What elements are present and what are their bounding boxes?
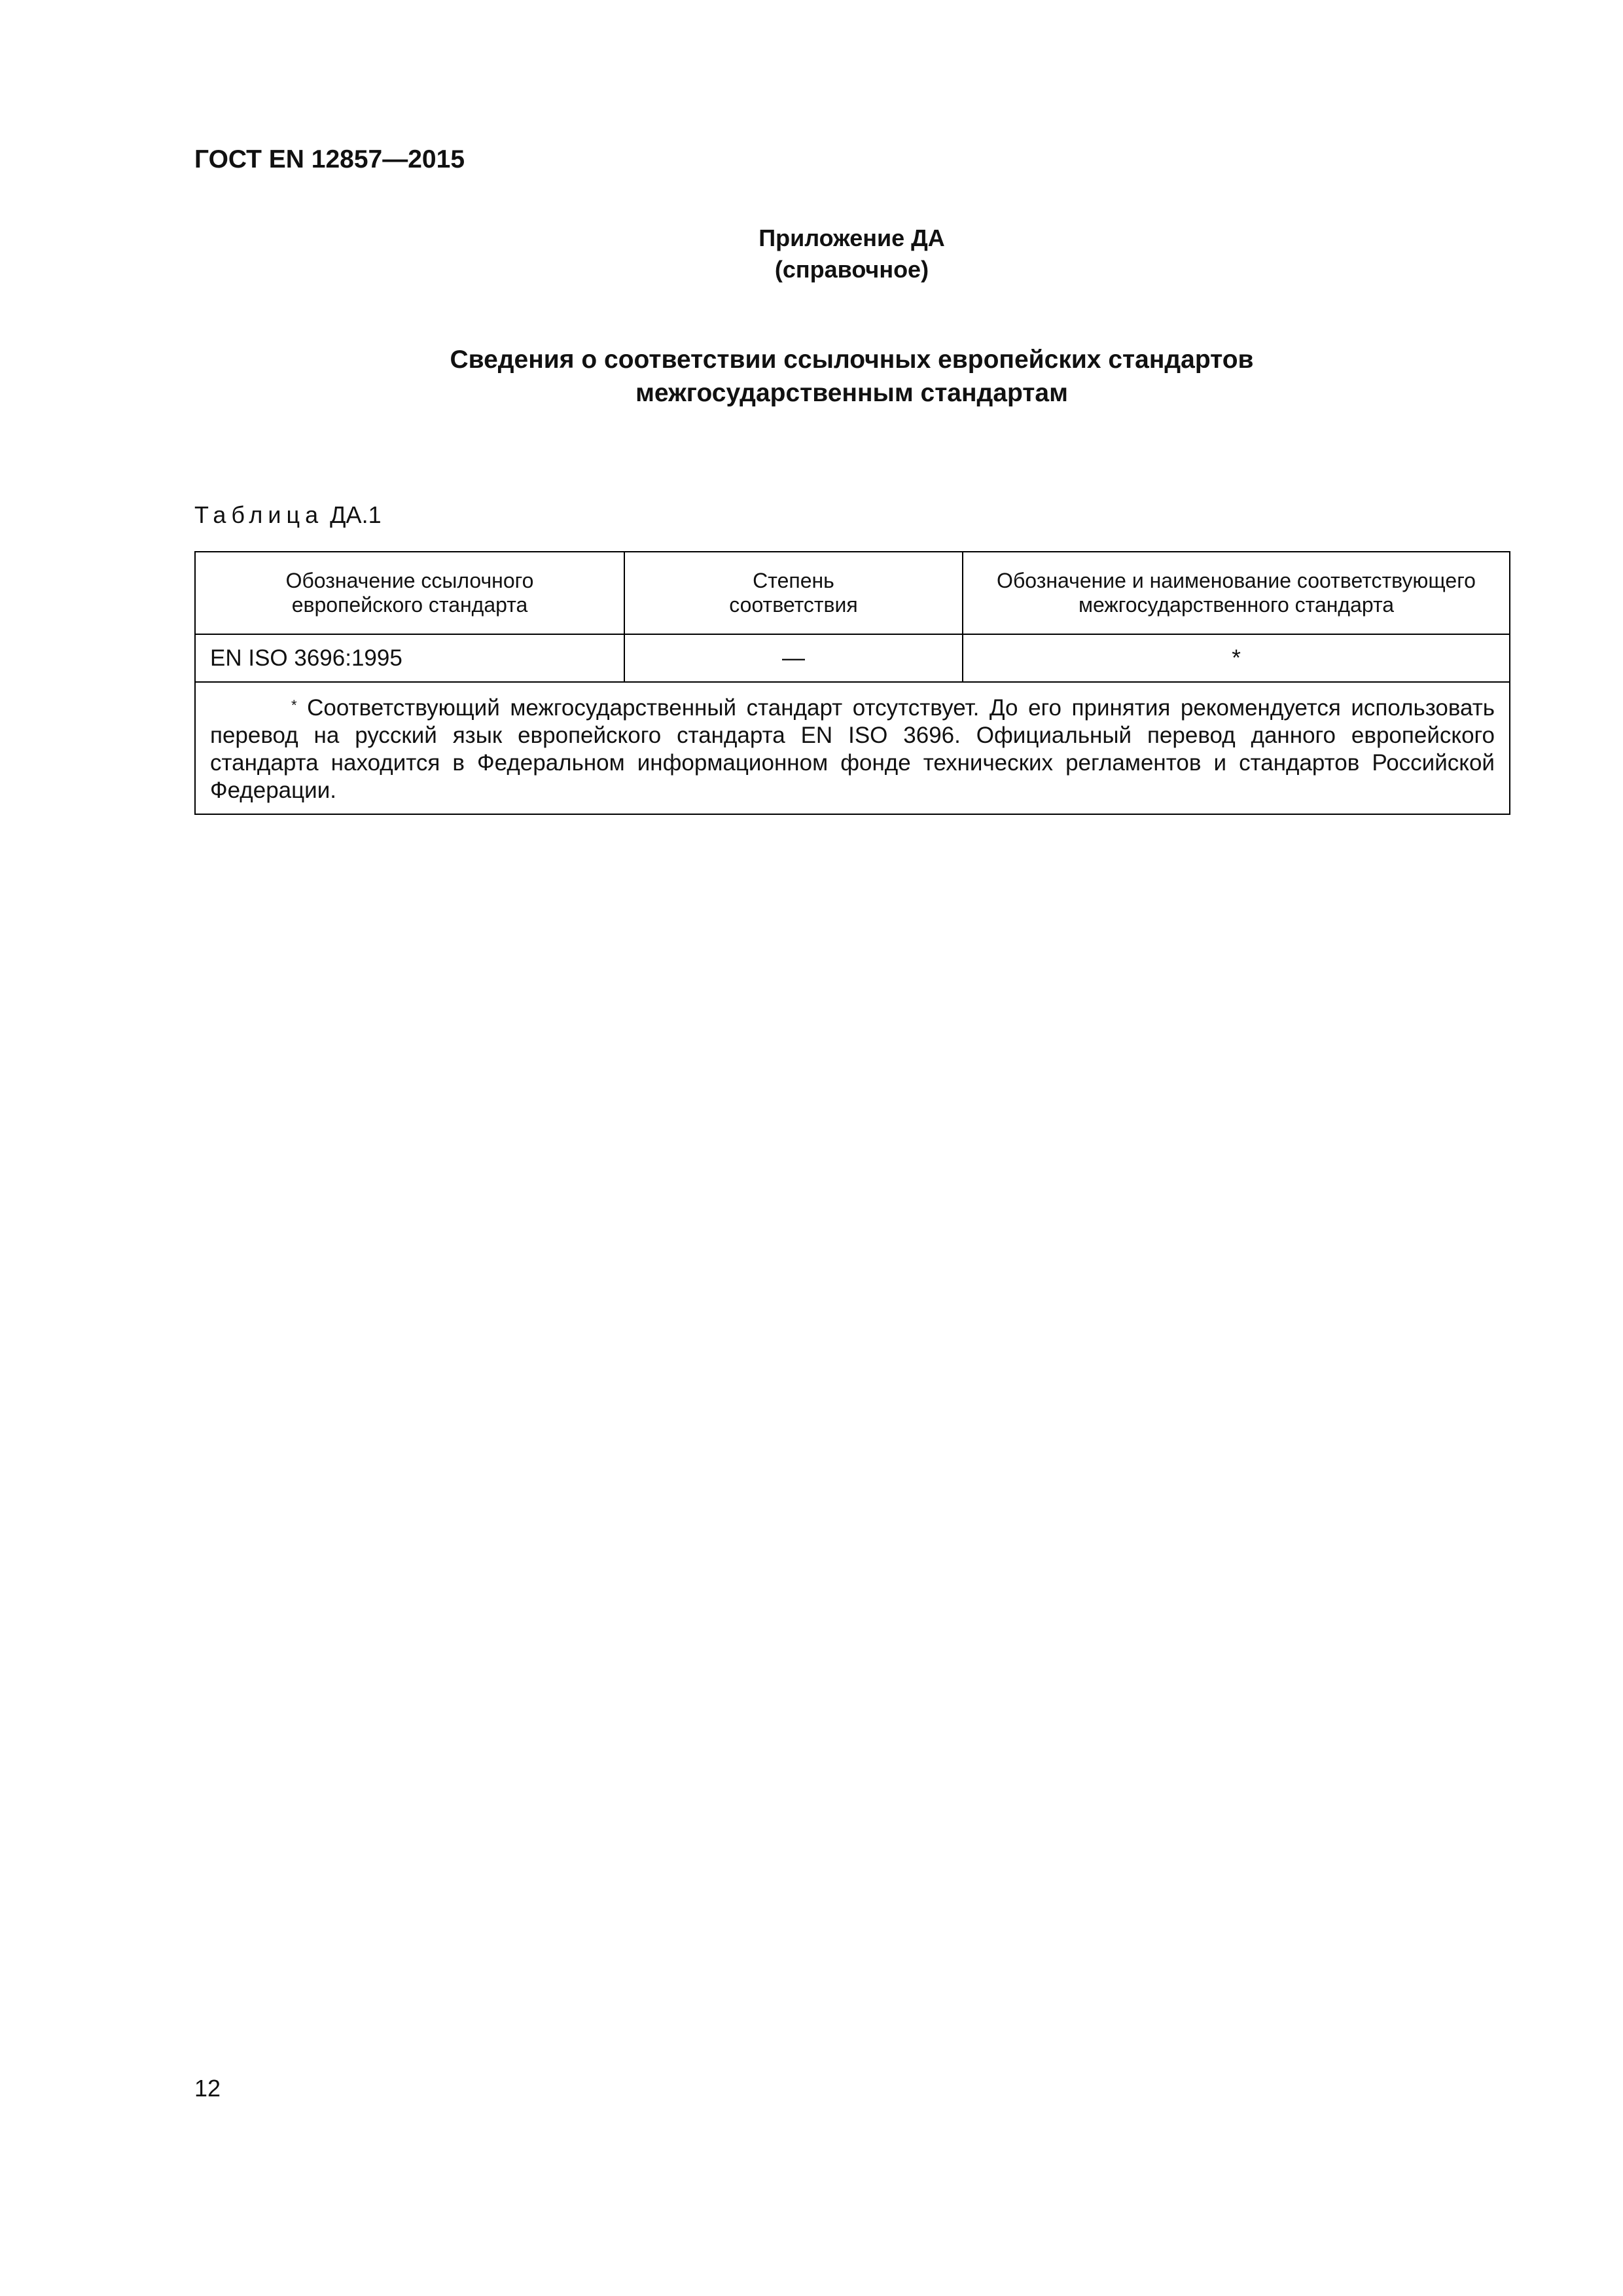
cell-degree: — xyxy=(624,634,963,682)
section-heading xyxy=(194,343,1509,410)
section-heading-line-1: Сведения о соответствии ссылочных европейских стандартов xyxy=(450,346,1254,374)
table-label-prefix: Таблица xyxy=(194,501,324,528)
document-code: ГОСТ EN 12857—2015 xyxy=(194,145,465,173)
cell-interstate: * xyxy=(963,634,1510,682)
table-footnote xyxy=(195,682,1510,814)
cell-standard: EN ISO 3696:1995 xyxy=(195,634,624,682)
page-number: 12 xyxy=(194,2075,221,2102)
annex-subtitle: (справочное) xyxy=(774,256,929,283)
section-heading-line-2: межгосударственным стандартам xyxy=(635,379,1068,407)
table-header-row xyxy=(195,552,1510,634)
table-label-number: ДА.1 xyxy=(330,501,382,528)
correspondence-table xyxy=(194,551,1510,815)
table-row xyxy=(195,634,1510,682)
footnote-text: Соответствующий межгосударственный стандарт отсутствует. До его принятия рекомендуется использовать перевод на русский язык европейского стандарта EN ISO 3696. Официальный перевод данного европейского стандарта находится в Федеральном информационном фонде технических регламентов и стандартов Российской Федерации. xyxy=(210,695,1495,803)
column-header-interstate-standard: Обозначение и наименование соответствующего межгосударственного стандарта xyxy=(963,552,1510,634)
table-footnote-row xyxy=(195,682,1510,814)
table-label xyxy=(194,501,382,529)
column-header-reference-standard: Обозначение ссылочного европейского стандарта xyxy=(195,552,624,634)
footnote-mark: * xyxy=(291,697,297,713)
annex-title: Приложение ДА xyxy=(758,224,945,251)
annex-block xyxy=(0,223,1623,285)
column-header-degree: Степень соответствия xyxy=(624,552,963,634)
